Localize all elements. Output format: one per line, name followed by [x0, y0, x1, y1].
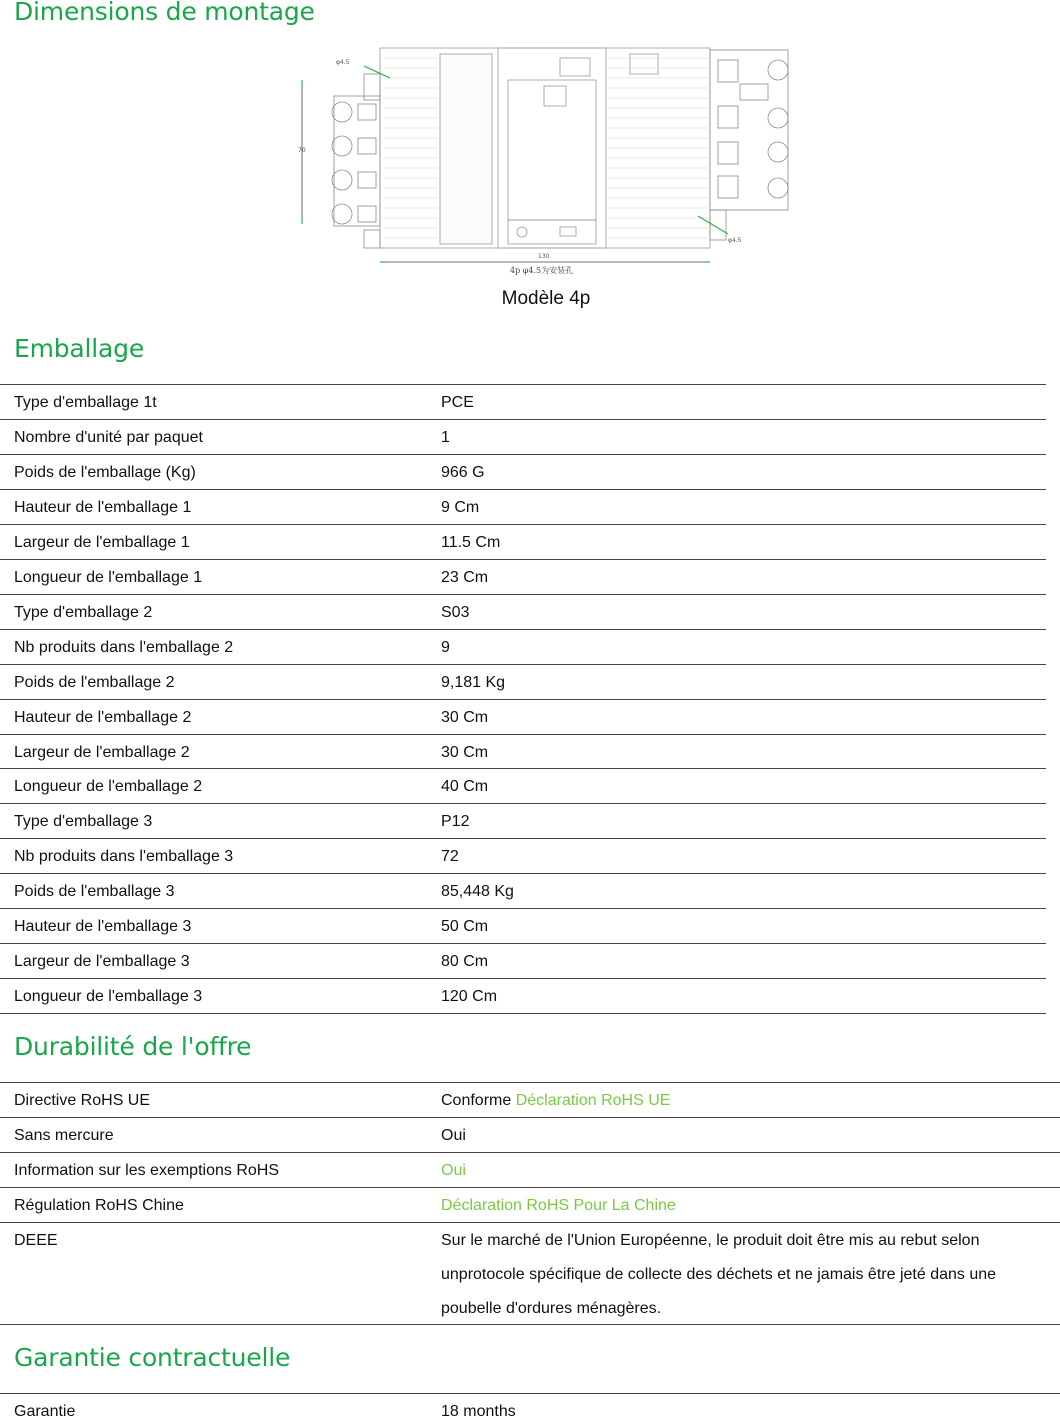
table-row [0, 594, 1046, 629]
row-value: PCE [441, 394, 474, 411]
table-row [0, 1187, 1060, 1222]
table-row [0, 734, 1046, 769]
row-label: Longueur de l'emballage 3 [14, 988, 203, 1006]
right-terminals [710, 50, 788, 240]
left-terminals [332, 74, 380, 248]
table-row [0, 803, 1046, 838]
section-title-packaging: Emballage [14, 334, 144, 363]
row-value: 9,181 Kg [441, 673, 506, 691]
row-label: Nb produits dans l'emballage 2 [14, 638, 234, 656]
row-label: Poids de l'emballage 3 [14, 883, 175, 901]
row-value: 9 Cm [441, 498, 480, 516]
table-row [0, 664, 1046, 699]
table-row [0, 1152, 1060, 1187]
table-row [0, 943, 1046, 978]
row-value: 72 [441, 848, 459, 866]
section-title-sustainability: Durabilité de l'offre [14, 1032, 252, 1061]
body-hatching [384, 58, 708, 238]
row-value: Oui [441, 1127, 466, 1144]
section-title-dimensions: Dimensions de montage [14, 0, 315, 26]
table-row [0, 978, 1046, 1014]
rohs-china-declaration-link[interactable]: Déclaration RoHS Pour La Chine [441, 1197, 676, 1214]
row-label: Largeur de l'emballage 1 [14, 533, 190, 551]
row-label: Type d'emballage 2 [14, 603, 153, 621]
drawing-note: 4p φ4.5为安装孔 [510, 266, 574, 275]
table-row [0, 384, 1046, 419]
row-label: Largeur de l'emballage 2 [14, 743, 190, 761]
row-label: Nb produits dans l'emballage 3 [14, 848, 234, 866]
rohs-exemptions-link[interactable]: Oui [441, 1162, 466, 1179]
row-value: 30 Cm [441, 743, 489, 761]
row-value: 1 [441, 428, 450, 446]
row-label: Hauteur de l'emballage 2 [14, 708, 192, 726]
table-row [0, 454, 1046, 489]
row-value: 23 Cm [441, 568, 489, 586]
table-row [0, 768, 1046, 803]
table-row [0, 699, 1046, 734]
row-label: Régulation RoHS Chine [14, 1197, 184, 1214]
mounting-dimensions-drawing [298, 44, 796, 276]
row-label: Largeur de l'emballage 3 [14, 953, 190, 971]
row-value: 11.5 Cm [441, 533, 501, 551]
row-label: Poids de l'emballage 2 [14, 673, 175, 691]
row-label: Garantie [14, 1403, 76, 1420]
table-row [0, 1082, 1060, 1117]
table-row [0, 873, 1046, 908]
row-value: Sur le marché de l'Union Européenne, le produit doit être mis au rebut selon unprotocole spécifique de collecte des déchets et ne jamais être jeté dans une poubelle d'ordures ménagères. [441, 1232, 997, 1317]
section-title-warranty: Garantie contractuelle [14, 1343, 291, 1372]
width-dimension-label: 130 [538, 253, 550, 260]
row-label: Type d'emballage 3 [14, 813, 153, 831]
row-label: Information sur les exemptions RoHS [14, 1162, 279, 1179]
drawing-caption: Modèle 4p [501, 288, 591, 309]
row-label: Directive RoHS UE [14, 1092, 151, 1109]
row-label: Nombre d'unité par paquet [14, 428, 203, 446]
row-value: 80 Cm [441, 953, 489, 971]
row-value: 85,448 Kg [441, 883, 514, 901]
row-value: 40 Cm [441, 778, 489, 796]
height-dimension-label: 70 [298, 147, 306, 154]
row-value: 30 Cm [441, 708, 489, 726]
row-label: Sans mercure [14, 1127, 114, 1144]
table-row [0, 489, 1046, 524]
row-label: Type d'emballage 1t [14, 394, 157, 411]
row-label: Longueur de l'emballage 2 [14, 778, 203, 796]
table-row [0, 1222, 1060, 1325]
hole-label-right: φ4.5 [728, 237, 742, 244]
row-value: 9 [441, 638, 450, 656]
table-row [0, 559, 1046, 594]
row-value: 18 months [441, 1403, 516, 1420]
row-label: DEEE [14, 1232, 58, 1249]
table-row [0, 908, 1046, 943]
hole-label-left: φ4.5 [336, 59, 350, 66]
rohs-eu-declaration-link[interactable]: Déclaration RoHS UE [515, 1092, 671, 1109]
table-row [0, 838, 1046, 873]
row-value: 966 G [441, 463, 485, 481]
table-row [0, 629, 1046, 664]
row-label: Poids de l'emballage (Kg) [14, 463, 196, 481]
row-value: Conforme Déclaration RoHS UE [441, 1092, 671, 1109]
table-row [0, 1393, 1060, 1428]
row-label: Hauteur de l'emballage 3 [14, 918, 192, 936]
row-value: S03 [441, 603, 470, 621]
row-value: 50 Cm [441, 918, 489, 936]
row-value: 120 Cm [441, 988, 498, 1006]
row-label: Hauteur de l'emballage 1 [14, 498, 192, 516]
row-value: P12 [441, 813, 470, 831]
table-row [0, 524, 1046, 559]
table-row [0, 1117, 1060, 1152]
row-label: Longueur de l'emballage 1 [14, 568, 203, 586]
table-row [0, 419, 1046, 454]
